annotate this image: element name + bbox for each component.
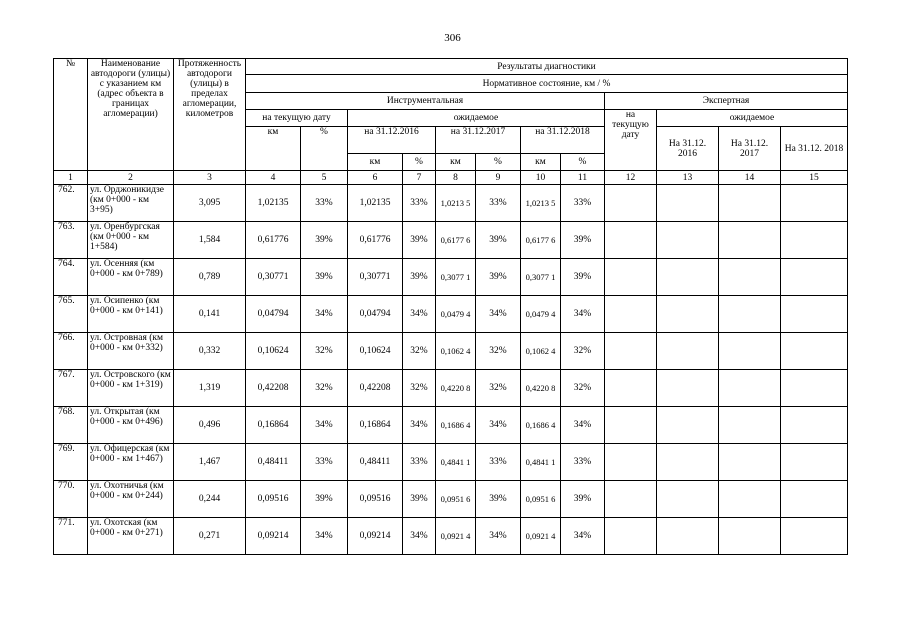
pct-2016: 32%: [403, 370, 436, 407]
road-name: ул. Осипенко (км 0+000 - км 0+141): [88, 296, 174, 333]
current-km: 0,09214: [246, 518, 301, 555]
road-name: ул. Оренбургская (км 0+000 - км 1+584): [88, 222, 174, 259]
km-2016: 0,04794: [348, 296, 403, 333]
expert-2018-cell: [781, 222, 848, 259]
km-2017: 0,6177 6: [436, 222, 476, 259]
pct-2018: 33%: [561, 185, 605, 222]
expert-2017-cell: [719, 370, 781, 407]
expert-2018-cell: [781, 518, 848, 555]
pct-2017: 34%: [476, 296, 521, 333]
expert-2017-cell: [719, 481, 781, 518]
km-2017: 0,0479 4: [436, 296, 476, 333]
expert-2017-cell: [719, 407, 781, 444]
header-current-date: на текущую дату: [246, 110, 348, 127]
header-instrumental: Инструментальная: [246, 93, 605, 110]
km-2018: 0,3077 1: [521, 259, 561, 296]
road-length: 0,271: [174, 518, 246, 555]
current-km: 0,04794: [246, 296, 301, 333]
row-number: 765.: [54, 296, 88, 333]
current-pct: 32%: [301, 370, 348, 407]
km-2018: 0,6177 6: [521, 222, 561, 259]
km-2018: 0,1062 4: [521, 333, 561, 370]
expert-2018-cell: [781, 259, 848, 296]
row-number: 768.: [54, 407, 88, 444]
column-number: 4: [246, 171, 301, 185]
road-name: ул. Офицерская (км 0+000 - км 1+467): [88, 444, 174, 481]
current-km: 0,30771: [246, 259, 301, 296]
header-2016: на 31.12.2016: [348, 127, 436, 154]
header-expert-2018: На 31.12. 2018: [781, 127, 848, 171]
expert-2018-cell: [781, 481, 848, 518]
km-2018: 0,0921 4: [521, 518, 561, 555]
header-2017: на 31.12.2017: [436, 127, 521, 154]
expert-current-cell: [605, 296, 657, 333]
km-2016: 0,09516: [348, 481, 403, 518]
pct-2016: 39%: [403, 481, 436, 518]
road-length: 0,789: [174, 259, 246, 296]
current-pct: 34%: [301, 518, 348, 555]
table-row: [54, 296, 848, 333]
road-length: 1,319: [174, 370, 246, 407]
table-row: [54, 222, 848, 259]
expert-current-cell: [605, 407, 657, 444]
column-number: 14: [719, 171, 781, 185]
table-row: [54, 518, 848, 555]
column-number: 1: [54, 171, 88, 185]
header-road-name: Наименование автодороги (улицы) с указанием км (адрес объекта в границах агломерации): [88, 59, 174, 171]
expert-2018-cell: [781, 333, 848, 370]
pct-2016: 34%: [403, 407, 436, 444]
header-pct: %: [476, 154, 521, 171]
km-2016: 1,02135: [348, 185, 403, 222]
expert-current-cell: [605, 518, 657, 555]
km-2018: 0,1686 4: [521, 407, 561, 444]
table-row: [54, 481, 848, 518]
road-length: 0,496: [174, 407, 246, 444]
pct-2018: 34%: [561, 407, 605, 444]
header-expert: Экспертная: [605, 93, 848, 110]
header-normative: Нормативное состояние, км / %: [246, 75, 848, 93]
header-km: км: [348, 154, 403, 171]
column-number: 6: [348, 171, 403, 185]
pct-2018: 39%: [561, 222, 605, 259]
expert-2018-cell: [781, 444, 848, 481]
pct-2017: 34%: [476, 518, 521, 555]
column-number-row: [54, 171, 848, 185]
expert-2016-cell: [657, 407, 719, 444]
pct-2017: 33%: [476, 185, 521, 222]
header-expected: ожидаемое: [348, 110, 605, 127]
pct-2016: 33%: [403, 444, 436, 481]
km-2017: 0,4220 8: [436, 370, 476, 407]
diagnostics-table: [53, 58, 848, 555]
expert-2017-cell: [719, 518, 781, 555]
header-km: км: [246, 127, 301, 171]
expert-2017-cell: [719, 333, 781, 370]
column-number: 7: [403, 171, 436, 185]
column-number: 13: [657, 171, 719, 185]
column-number: 3: [174, 171, 246, 185]
road-length: 0,141: [174, 296, 246, 333]
table-row: [54, 333, 848, 370]
road-name: ул. Охотская (км 0+000 - км 0+271): [88, 518, 174, 555]
km-2018: 0,4841 1: [521, 444, 561, 481]
header-expert-2017: На 31.12. 2017: [719, 127, 781, 171]
pct-2016: 39%: [403, 222, 436, 259]
expert-2017-cell: [719, 259, 781, 296]
pct-2017: 33%: [476, 444, 521, 481]
expert-2016-cell: [657, 370, 719, 407]
row-number: 767.: [54, 370, 88, 407]
header-km: км: [521, 154, 561, 171]
expert-current-cell: [605, 259, 657, 296]
km-2017: 0,4841 1: [436, 444, 476, 481]
pct-2016: 34%: [403, 518, 436, 555]
column-number: 12: [605, 171, 657, 185]
pct-2018: 32%: [561, 370, 605, 407]
table-row: [54, 370, 848, 407]
pct-2018: 34%: [561, 296, 605, 333]
pct-2018: 39%: [561, 481, 605, 518]
header-2018: на 31.12.2018: [521, 127, 605, 154]
road-name: ул. Островского (км 0+000 - км 1+319): [88, 370, 174, 407]
pct-2018: 33%: [561, 444, 605, 481]
header-expert-current-date: на текущую дату: [605, 110, 657, 171]
current-km: 0,48411: [246, 444, 301, 481]
pct-2017: 32%: [476, 333, 521, 370]
current-pct: 39%: [301, 222, 348, 259]
expert-2017-cell: [719, 296, 781, 333]
pct-2018: 39%: [561, 259, 605, 296]
pct-2016: 32%: [403, 333, 436, 370]
current-pct: 32%: [301, 333, 348, 370]
road-name: ул. Осенняя (км 0+000 - км 0+789): [88, 259, 174, 296]
column-number: 10: [521, 171, 561, 185]
current-km: 1,02135: [246, 185, 301, 222]
pct-2018: 32%: [561, 333, 605, 370]
column-number: 2: [88, 171, 174, 185]
pct-2018: 34%: [561, 518, 605, 555]
km-2017: 0,0951 6: [436, 481, 476, 518]
table-row: [54, 444, 848, 481]
km-2017: 1,0213 5: [436, 185, 476, 222]
header-results: Результаты диагностики: [246, 59, 848, 75]
km-2018: 0,0951 6: [521, 481, 561, 518]
expert-current-cell: [605, 370, 657, 407]
header-pct: %: [301, 127, 348, 171]
road-length: 3,095: [174, 185, 246, 222]
pct-2017: 34%: [476, 407, 521, 444]
road-length: 0,244: [174, 481, 246, 518]
expert-2016-cell: [657, 296, 719, 333]
km-2017: 0,1686 4: [436, 407, 476, 444]
table-row: [54, 185, 848, 222]
expert-current-cell: [605, 444, 657, 481]
pct-2016: 39%: [403, 259, 436, 296]
table-row: [54, 259, 848, 296]
pct-2017: 39%: [476, 222, 521, 259]
km-2016: 0,16864: [348, 407, 403, 444]
current-km: 0,10624: [246, 333, 301, 370]
row-number: 762.: [54, 185, 88, 222]
pct-2016: 34%: [403, 296, 436, 333]
expert-2018-cell: [781, 370, 848, 407]
row-number: 763.: [54, 222, 88, 259]
road-name: ул. Охотничья (км 0+000 - км 0+244): [88, 481, 174, 518]
km-2018: 0,4220 8: [521, 370, 561, 407]
expert-current-cell: [605, 185, 657, 222]
km-2016: 0,48411: [348, 444, 403, 481]
header-pct: %: [561, 154, 605, 171]
row-number: 769.: [54, 444, 88, 481]
expert-2018-cell: [781, 296, 848, 333]
expert-2016-cell: [657, 185, 719, 222]
km-2016: 0,30771: [348, 259, 403, 296]
column-number: 15: [781, 171, 848, 185]
current-pct: 33%: [301, 444, 348, 481]
current-pct: 34%: [301, 407, 348, 444]
current-pct: 34%: [301, 296, 348, 333]
header-pct: %: [403, 154, 436, 171]
row-number: 766.: [54, 333, 88, 370]
expert-2017-cell: [719, 444, 781, 481]
header-length: Протяженность автодороги (улицы) в пределах агломерации, километров: [174, 59, 246, 171]
expert-2017-cell: [719, 222, 781, 259]
expert-2018-cell: [781, 407, 848, 444]
pct-2017: 39%: [476, 259, 521, 296]
current-km: 0,09516: [246, 481, 301, 518]
road-length: 0,332: [174, 333, 246, 370]
table-header: [54, 59, 848, 185]
header-km: км: [436, 154, 476, 171]
column-number: 8: [436, 171, 476, 185]
current-pct: 39%: [301, 481, 348, 518]
expert-2016-cell: [657, 222, 719, 259]
table-body: [54, 185, 848, 555]
header-number: №: [54, 59, 88, 171]
km-2017: 0,1062 4: [436, 333, 476, 370]
expert-2016-cell: [657, 333, 719, 370]
km-2016: 0,42208: [348, 370, 403, 407]
current-km: 0,16864: [246, 407, 301, 444]
current-pct: 39%: [301, 259, 348, 296]
page-number: 306: [444, 32, 461, 44]
km-2016: 0,09214: [348, 518, 403, 555]
road-name: ул. Орджоникидзе (км 0+000 - км 3+95): [88, 185, 174, 222]
row-number: 771.: [54, 518, 88, 555]
row-number: 770.: [54, 481, 88, 518]
road-name: ул. Островная (км 0+000 - км 0+332): [88, 333, 174, 370]
expert-2016-cell: [657, 259, 719, 296]
expert-2016-cell: [657, 444, 719, 481]
pct-2017: 39%: [476, 481, 521, 518]
km-2017: 0,0921 4: [436, 518, 476, 555]
km-2016: 0,61776: [348, 222, 403, 259]
pct-2017: 32%: [476, 370, 521, 407]
row-number: 764.: [54, 259, 88, 296]
column-number: 5: [301, 171, 348, 185]
current-km: 0,61776: [246, 222, 301, 259]
current-km: 0,42208: [246, 370, 301, 407]
expert-2016-cell: [657, 518, 719, 555]
expert-current-cell: [605, 333, 657, 370]
pct-2016: 33%: [403, 185, 436, 222]
road-length: 1,467: [174, 444, 246, 481]
road-length: 1,584: [174, 222, 246, 259]
expert-2016-cell: [657, 481, 719, 518]
table-row: [54, 407, 848, 444]
km-2018: 1,0213 5: [521, 185, 561, 222]
column-number: 9: [476, 171, 521, 185]
current-pct: 33%: [301, 185, 348, 222]
header-expert-2016: На 31.12. 2016: [657, 127, 719, 171]
expert-2017-cell: [719, 185, 781, 222]
km-2018: 0,0479 4: [521, 296, 561, 333]
km-2016: 0,10624: [348, 333, 403, 370]
column-number: 11: [561, 171, 605, 185]
km-2017: 0,3077 1: [436, 259, 476, 296]
road-name: ул. Открытая (км 0+000 - км 0+496): [88, 407, 174, 444]
expert-2018-cell: [781, 185, 848, 222]
expert-current-cell: [605, 222, 657, 259]
header-expert-expected: ожидаемое: [657, 110, 848, 127]
expert-current-cell: [605, 481, 657, 518]
